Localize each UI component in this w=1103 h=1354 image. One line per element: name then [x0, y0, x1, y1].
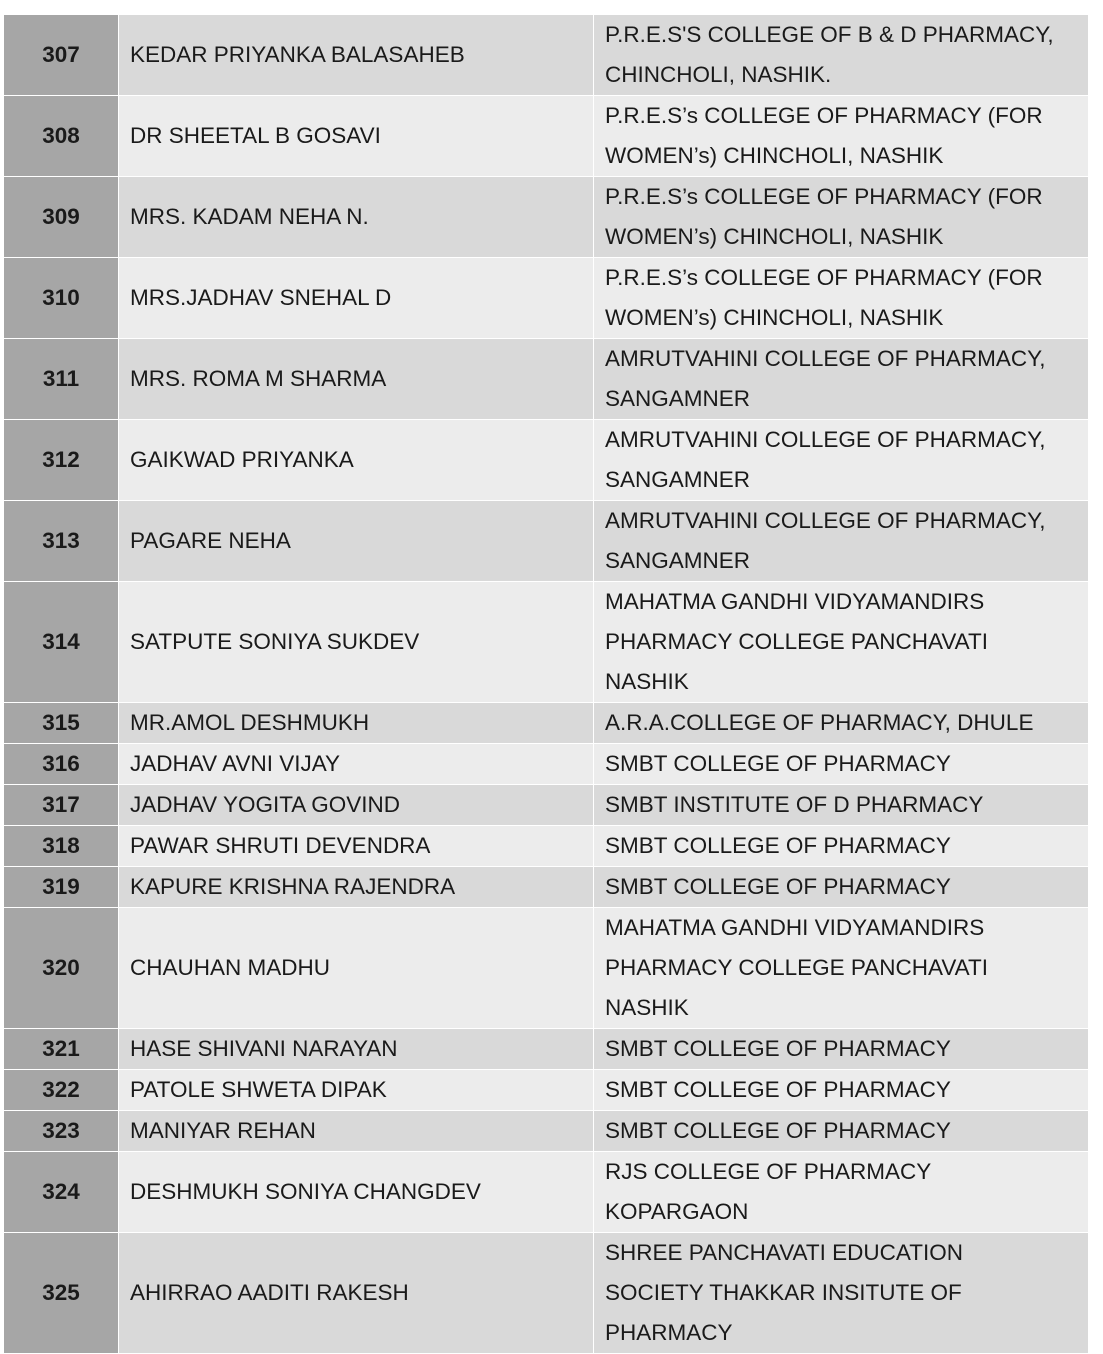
table-row: [4, 1152, 1089, 1233]
serial-number: 322: [4, 1070, 119, 1111]
table-row: [4, 785, 1089, 826]
college-name: SMBT COLLEGE OF PHARMACY: [594, 1029, 1089, 1070]
participant-name: GAIKWAD PRIYANKA: [119, 420, 594, 501]
participant-name: JADHAV YOGITA GOVIND: [119, 785, 594, 826]
table-row: [4, 826, 1089, 867]
serial-number: 314: [4, 582, 119, 703]
table-row: [4, 1070, 1089, 1111]
participant-name: HASE SHIVANI NARAYAN: [119, 1029, 594, 1070]
college-name: P.R.E.S'S COLLEGE OF B & D PHARMACY, CHINCHOLI, NASHIK.: [594, 15, 1089, 96]
participants-table: [3, 14, 1089, 1354]
table-row: [4, 1233, 1089, 1354]
serial-number: 313: [4, 501, 119, 582]
table-row: [4, 703, 1089, 744]
table-row: [4, 867, 1089, 908]
table-row: [4, 96, 1089, 177]
participant-name: PAGARE NEHA: [119, 501, 594, 582]
college-name: P.R.E.S’s COLLEGE OF PHARMACY (FOR WOMEN’s) CHINCHOLI, NASHIK: [594, 177, 1089, 258]
participant-name: CHAUHAN MADHU: [119, 908, 594, 1029]
table-body: [4, 15, 1089, 1354]
serial-number: 324: [4, 1152, 119, 1233]
college-name: RJS COLLEGE OF PHARMACY KOPARGAON: [594, 1152, 1089, 1233]
participant-name: SATPUTE SONIYA SUKDEV: [119, 582, 594, 703]
table-row: [4, 177, 1089, 258]
college-name: SMBT COLLEGE OF PHARMACY: [594, 744, 1089, 785]
college-name: AMRUTVAHINI COLLEGE OF PHARMACY, SANGAMNER: [594, 501, 1089, 582]
college-name: A.R.A.COLLEGE OF PHARMACY, DHULE: [594, 703, 1089, 744]
table-row: [4, 258, 1089, 339]
serial-number: 315: [4, 703, 119, 744]
participant-name: DESHMUKH SONIYA CHANGDEV: [119, 1152, 594, 1233]
participant-name: MR.AMOL DESHMUKH: [119, 703, 594, 744]
serial-number: 308: [4, 96, 119, 177]
college-name: AMRUTVAHINI COLLEGE OF PHARMACY, SANGAMNER: [594, 339, 1089, 420]
serial-number: 321: [4, 1029, 119, 1070]
table-row: [4, 744, 1089, 785]
table-row: [4, 339, 1089, 420]
participant-name: MRS.JADHAV SNEHAL D: [119, 258, 594, 339]
college-name: SMBT INSTITUTE OF D PHARMACY: [594, 785, 1089, 826]
table-row: [4, 1029, 1089, 1070]
college-name: P.R.E.S’s COLLEGE OF PHARMACY (FOR WOMEN’s) CHINCHOLI, NASHIK: [594, 258, 1089, 339]
college-name: SMBT COLLEGE OF PHARMACY: [594, 826, 1089, 867]
table-row: [4, 1111, 1089, 1152]
serial-number: 320: [4, 908, 119, 1029]
serial-number: 312: [4, 420, 119, 501]
college-name: SMBT COLLEGE OF PHARMACY: [594, 1111, 1089, 1152]
table-row: [4, 501, 1089, 582]
participant-name: MRS. ROMA M SHARMA: [119, 339, 594, 420]
college-name: SMBT COLLEGE OF PHARMACY: [594, 1070, 1089, 1111]
serial-number: 318: [4, 826, 119, 867]
table-row: [4, 15, 1089, 96]
college-name: SMBT COLLEGE OF PHARMACY: [594, 867, 1089, 908]
participant-name: DR SHEETAL B GOSAVI: [119, 96, 594, 177]
serial-number: 310: [4, 258, 119, 339]
participant-name: PATOLE SHWETA DIPAK: [119, 1070, 594, 1111]
participant-name: KAPURE KRISHNA RAJENDRA: [119, 867, 594, 908]
participant-name: KEDAR PRIYANKA BALASAHEB: [119, 15, 594, 96]
serial-number: 309: [4, 177, 119, 258]
serial-number: 319: [4, 867, 119, 908]
table-row: [4, 420, 1089, 501]
serial-number: 323: [4, 1111, 119, 1152]
serial-number: 317: [4, 785, 119, 826]
college-name: MAHATMA GANDHI VIDYAMANDIRS PHARMACY COLLEGE PANCHAVATI NASHIK: [594, 582, 1089, 703]
college-name: MAHATMA GANDHI VIDYAMANDIRS PHARMACY COLLEGE PANCHAVATI NASHIK: [594, 908, 1089, 1029]
serial-number: 311: [4, 339, 119, 420]
participant-name: MANIYAR REHAN: [119, 1111, 594, 1152]
serial-number: 307: [4, 15, 119, 96]
serial-number: 316: [4, 744, 119, 785]
serial-number: 325: [4, 1233, 119, 1354]
college-name: SHREE PANCHAVATI EDUCATION SOCIETY THAKKAR INSITUTE OF PHARMACY: [594, 1233, 1089, 1354]
college-name: AMRUTVAHINI COLLEGE OF PHARMACY, SANGAMNER: [594, 420, 1089, 501]
table-row: [4, 908, 1089, 1029]
college-name: P.R.E.S’s COLLEGE OF PHARMACY (FOR WOMEN’s) CHINCHOLI, NASHIK: [594, 96, 1089, 177]
table-row: [4, 582, 1089, 703]
participant-name: JADHAV AVNI VIJAY: [119, 744, 594, 785]
participant-name: AHIRRAO AADITI RAKESH: [119, 1233, 594, 1354]
participant-name: MRS. KADAM NEHA N.: [119, 177, 594, 258]
participant-name: PAWAR SHRUTI DEVENDRA: [119, 826, 594, 867]
